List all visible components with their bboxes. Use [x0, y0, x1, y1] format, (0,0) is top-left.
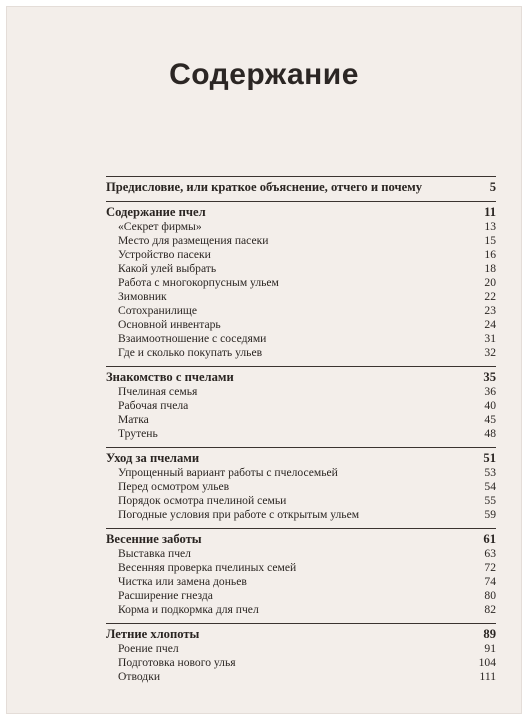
toc-entry	[106, 399, 496, 413]
toc-entry	[106, 480, 496, 494]
toc-section-page-number: 5	[489, 180, 496, 194]
toc-section-heading	[106, 366, 496, 385]
toc-entry-label: Где и сколько покупать ульев	[118, 346, 263, 359]
toc-entry-page-number: 18	[484, 262, 496, 275]
toc-entry-page-number: 24	[484, 318, 496, 331]
toc-entry-page-number: 72	[484, 561, 496, 574]
toc-entry	[106, 642, 496, 656]
toc-entry-label: Отводки	[118, 670, 161, 683]
toc-section	[106, 201, 496, 360]
toc-entry	[106, 248, 496, 262]
toc-entry	[106, 561, 496, 575]
toc-section-title: Уход за пчелами	[106, 451, 200, 465]
toc-entry-label: Расширение гнезда	[118, 589, 213, 602]
toc-entry-page-number: 45	[484, 413, 496, 426]
toc-section	[106, 528, 496, 617]
toc-entry-label: «Секрет фирмы»	[118, 220, 202, 233]
toc-entry-page-number: 63	[484, 547, 496, 560]
toc-entry	[106, 234, 496, 248]
toc-entry	[106, 262, 496, 276]
toc-entry-label: Роение пчел	[118, 642, 179, 655]
toc-section	[106, 366, 496, 441]
toc-entry	[106, 385, 496, 399]
toc-section-heading	[106, 176, 496, 195]
toc-entry	[106, 290, 496, 304]
toc-entry	[106, 332, 496, 346]
book-page	[6, 6, 522, 714]
toc-entry-page-number: 59	[484, 508, 496, 521]
toc-entry-label: Матка	[118, 413, 149, 426]
toc-entry-label: Пчелиная семья	[118, 385, 198, 398]
toc-section	[106, 623, 496, 684]
toc-entry-label: Погодные условия при работе с открытым ульем	[118, 508, 360, 521]
toc-section-title: Летние хлопоты	[106, 627, 200, 641]
toc-section	[106, 447, 496, 522]
toc-entry-label: Работа с многокорпусным ульем	[118, 276, 279, 289]
toc-entry-label: Корма и подкормка для пчел	[118, 603, 259, 616]
toc-entry-label: Основной инвентарь	[118, 318, 221, 331]
toc-entry-page-number: 20	[484, 276, 496, 289]
toc-entry	[106, 603, 496, 617]
toc-entry-page-number: 31	[484, 332, 496, 345]
toc-entry-label: Упрощенный вариант работы с пчелосемьей	[118, 466, 338, 479]
toc-entry	[106, 220, 496, 234]
toc-entry-page-number: 55	[484, 494, 496, 507]
toc-entry-label: Перед осмотром ульев	[118, 480, 230, 493]
toc-entry	[106, 466, 496, 480]
toc-entry-label: Какой улей выбрать	[118, 262, 217, 275]
toc-entry-page-number: 111	[479, 670, 496, 683]
toc-entry-page-number: 53	[484, 466, 496, 479]
toc-entry-page-number: 32	[484, 346, 496, 359]
toc-entry	[106, 346, 496, 360]
toc-entry-label: Выставка пчел	[118, 547, 191, 560]
toc-section-heading	[106, 201, 496, 220]
toc-entry-page-number: 23	[484, 304, 496, 317]
toc-section-page-number: 51	[483, 451, 496, 465]
toc-entry	[106, 318, 496, 332]
toc-section-page-number: 89	[483, 627, 496, 641]
toc-entry-page-number: 36	[484, 385, 496, 398]
toc-entry	[106, 304, 496, 318]
toc-entry-label: Место для размещения пасеки	[118, 234, 269, 247]
toc-entry	[106, 276, 496, 290]
toc-entry-label: Трутень	[118, 427, 158, 440]
toc-entry	[106, 413, 496, 427]
toc-entry	[106, 670, 496, 684]
toc-entry	[106, 589, 496, 603]
toc-section-heading	[106, 623, 496, 642]
toc-section-title: Предисловие, или краткое объяснение, отчего и почему	[106, 180, 423, 194]
toc-entry-page-number: 48	[484, 427, 496, 440]
toc-section-title: Знакомство с пчелами	[106, 370, 234, 384]
toc-entry-page-number: 40	[484, 399, 496, 412]
toc-entry-label: Устройство пасеки	[118, 248, 211, 261]
toc-section-title: Весенние заботы	[106, 532, 202, 546]
toc-entry-label: Порядок осмотра пчелиной семьи	[118, 494, 287, 507]
toc-entry-page-number: 15	[484, 234, 496, 247]
page-title: Содержание	[169, 58, 359, 91]
toc-entry-page-number: 82	[484, 603, 496, 616]
toc-entry-page-number: 16	[484, 248, 496, 261]
toc-entry-label: Чистка или замена доньев	[118, 575, 247, 588]
toc-section-page-number: 61	[483, 532, 496, 546]
toc-entry-label: Весенняя проверка пчелиных семей	[118, 561, 297, 574]
toc-section-page-number: 11	[484, 205, 496, 219]
toc-entry	[106, 494, 496, 508]
toc-entry-page-number: 91	[484, 642, 496, 655]
toc-entry-label: Зимовник	[118, 290, 167, 303]
toc-section	[106, 176, 496, 195]
toc-entry	[106, 575, 496, 589]
toc-entry	[106, 427, 496, 441]
toc-section-heading	[106, 447, 496, 466]
toc-entry-label: Подготовка нового улья	[118, 656, 236, 669]
toc-section-title: Содержание пчел	[106, 205, 206, 219]
toc-entry	[106, 508, 496, 522]
toc-entry-page-number: 74	[484, 575, 496, 588]
toc-entry-page-number: 80	[484, 589, 496, 602]
toc-entry-page-number: 54	[484, 480, 496, 493]
toc-entry-label: Рабочая пчела	[118, 399, 189, 412]
toc-entry	[106, 547, 496, 561]
toc-entry	[106, 656, 496, 670]
toc-entry-page-number: 104	[478, 656, 496, 669]
toc-entry-label: Сотохранилище	[118, 304, 198, 317]
toc-section-page-number: 35	[483, 370, 496, 384]
toc-entry-label: Взаимоотношение с соседями	[118, 332, 267, 345]
toc-entry-page-number: 13	[484, 220, 496, 233]
toc-section-heading	[106, 528, 496, 547]
table-of-contents	[106, 176, 496, 684]
toc-entry-page-number: 22	[484, 290, 496, 303]
